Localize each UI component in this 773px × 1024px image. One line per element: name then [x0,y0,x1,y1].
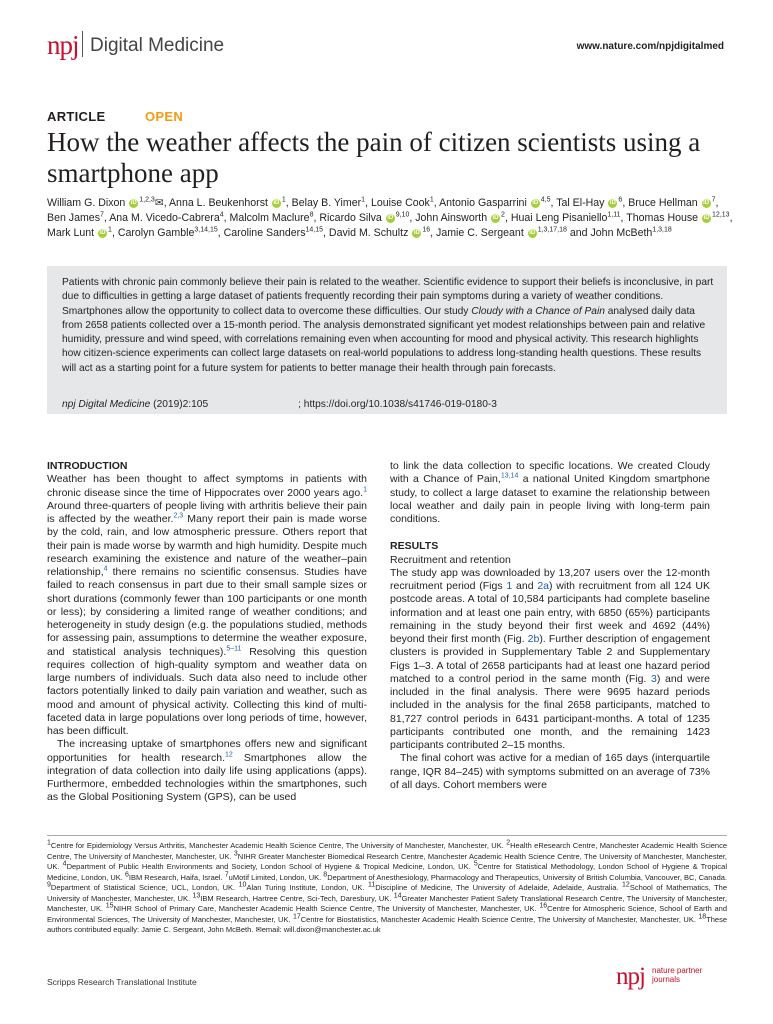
orcid-icon[interactable]: iD [532,199,539,206]
orcid-icon[interactable]: iD [413,230,420,237]
orcid-icon[interactable]: iD [703,199,710,206]
intro-paragraph-2: The increasing uptake of smartphones offers new and significant opportunities for health research.$^{12}$ Smartphones allow the integration of data collection into daily life using applications (apps). Furthermore, embedded technologies within the smartphones, such as the Global Positioning System (GPS), can be used [47,738,367,804]
article-type-label: ARTICLE [47,109,106,124]
journal-url-link[interactable]: www.nature.com/npjdigitalmed [576,41,724,52]
orcid-icon[interactable]: iD [492,214,499,221]
orcid-icon[interactable]: iD [703,214,710,221]
section-heading-results: RESULTS [390,540,439,553]
author-list: William G. Dixon iD $^{1,2,3}$✉, Anna L. Beukenhorst iD $^1$, Belay B. Yimer$^1$, Louise Cook$^1$, Antonio Gasparrini iD $^{4,5}$, Tal El-Hay iD $^6$, Bruce Hellman iD $^7$, Ben James$^7$, Ana M. Vicedo-Cabrera$^4$, Malcolm Maclure$^8$, Ricardo Silva iD $^{9,10}$, John Ainsworth iD $^2$, Huai Leng Pisaniello$^{1,11}$, Thomas House iD $^{12,13}$, Mark Lunt iD $^1$, Carolyn Gamble$^{3,14,15}$, Caroline Sanders$^{14,15}$, David M. Schultz iD $^{16}$, Jamie C. Sergeant iD $^{1,3,17,18}$ and John McBeth$^{1,3,18}$ [47,196,733,240]
right-column [390,460,710,792]
open-access-badge: OPEN [145,109,184,124]
journal-name: Digital Medicine [90,35,225,56]
affiliations-footnote: $^1$Centre for Epidemiology Versus Arthritis, Manchester Academic Health Science Centre, The University of Manchester, Manchester, UK. $^2$Health eResearch Centre, Manchester Academic Health Science Centre, The University of Manchester, Manchester, UK. $^3$NIHR Greater Manchester Biomedical Research Centre, Manchester Academic Health Science Centre, The University of Manchester, Manchester, UK. $^4$Department of Public Health Environments and Society, London School of Hygiene & Tropical Medicine, London, UK. $^5$Centre for Statistical Methodology, London School of Hygiene & Tropical Medicine, London, UK. $^6$IBM Research, Haifa, Israel. $^7$uMotif Limited, London, UK. $^8$Department of Anesthesiology, Pharmacology and Therapeutics, University of British Columbia, Vancouver, BC, Canada. $^9$Department of Statistical Science, UCL, London, UK. $^{10}$Alan Turing Institute, London, UK. $^{11}$Discipline of Medicine, The University of Adelaide, Adelaide, Australia. $^{12}$School of Mathematics, The University of Manchester, Manchester, UK. $^{13}$IBM Research, Hartree Centre, Sci-Tech, Daresbury, UK. $^{14}$Greater Manchester Patient Safety Translational Research Centre, The University of Manchester, Manchester, UK. $^{15}$NIHR School of Primary Care, Manchester Academic Health Science Centre, The University of Manchester, Manchester, UK. $^{16}$Centre for Atmospheric Science, School of Earth and Environmental Sciences, The University of Manchester, Manchester, UK. $^{17}$Centre for Biostatistics, Manchester Academic Health Science Centre, The University of Manchester, Manchester, UK. $^{18}$These authors contributed equally: Jamie C. Sergeant, John McBeth. ✉email: will.dixon@manchester.ac.uk [47,839,728,934]
footnote-divider [47,835,727,836]
abstract-text: Patients with chronic pain commonly believe their pain is related to the weather. Scientific evidence to support their beliefs is inconclusive, in part due to difficulties in getting a large dataset of patients frequently recording their pain symptoms during a variety of weather conditions. Smartphones allow the opportunity to collect data to overcome these difficulties. Our study Cloudy with a Chance of Pain analysed daily data from 2658 patients collected over a 15-month period. The analysis demonstrated significant yet modest relationships between pain and relative humidity, pressure and wind speed, with correlations remaining even when accounting for mood and physical activity. This research highlights how citizen-science experiments can collect large datasets on real-world populations to address long-standing health questions. These results will act as a starting point for a future system for patients to better manage their health through pain forecasts. [62,277,714,374]
header-separator [82,31,83,57]
article-title: How the weather affects the pain of citizen scientists using a smartphone app [47,127,701,188]
intro-paragraph-1: Weather has been thought to affect symptoms in patients with chronic disease since the time of Hippocrates over 2000 years ago.$^1$ Around three-quarters of people living with arthritis believe their pain is affected by the weather.$^{2,3}$ Many report their pain is made worse by the cold, rain, and low atmospheric pressure. Others report that their pain is made worse by warmth and high humidity. Despite much research examining the existence and nature of the weather–pain relationship,$^4$ there remains no scientific consensus. Studies have failed to reach consensus in part due to their small sample sizes or short durations (commonly fewer than 100 participants or one month or less); by considering a limited range of weather conditions; and heterogeneity in study design (e.g. the populations studied, methods for assessing pain, assumptions to determine the weather exposure, and statistical analysis techniques).$^{5-11}$ Resolving this question requires collection of high-quality symptom and weather data on large numbers of individuals. Such data also need to include other factors potentially linked to daily pain variation and weather, such as mood and amount of physical activity. Collecting this kind of multi-faceted data in large populations over long periods of time, however, has been difficult. [47,473,367,737]
publisher-name: Scripps Research Translational Institute [47,977,197,987]
intro-paragraph-3: to link the data collection to specific locations. We created Cloudy with a Chance of Pain,$^{13,14}$ a national United Kingdom smartphone study, to collect a large dataset to examine the relationship between local weather and daily pain in people living with long-term pain conditions. [390,460,711,525]
results-paragraph-2: The final cohort was active for a median of 165 days (interquartile range, IQR 84–245) with symptoms submitted on an average of 73% of all days. Cohort members were [390,752,710,791]
orcid-icon[interactable]: iD [529,230,536,237]
npj-footer-logo: npj [616,963,645,990]
citation-line: npj Digital Medicine (2019)2:105 ; https://doi.org/10.1038/s41746-019-0180-3 [62,399,497,410]
npj-logo: npj [47,30,79,60]
orcid-icon[interactable]: iD [130,199,137,206]
results-paragraph-1: The study app was downloaded by 13,207 users over the 12-month recruitment period (Figs 1 and 2a) with recruitment from all 124 UK postcode areas. A total of 10,584 participants had complete baseline information and at least one pain entry, with 6850 (65%) participants remaining in the study beyond their first week and 4692 (44%) beyond their first month (Fig. 2b). Further description of engagement clusters is provided in Supplementary Table 2 and Supplementary Figs 1–3. A total of 2658 participants had at least one hazard period matched to a control period in the same month (Fig. 3) and were included in the final analysis. There were 9695 hazard periods included in the analysis for the final 2658 participants, matched to 81,727 control periods in 6431 participant-months. A total of 1235 participants contributed one month, and the remaining 1423 participants contributed 2–15 months. [390,566,711,751]
left-column [47,460,367,805]
orcid-icon[interactable]: iD [609,199,616,206]
subsection-heading-recruitment: Recruitment and retention [390,553,511,566]
study-name: Cloudy with a Chance of Pain [471,305,605,317]
orcid-icon[interactable]: iD [99,230,106,237]
orcid-icon[interactable]: iD [387,214,394,221]
nature-partner-journals-text: nature partner journals [652,966,703,984]
section-heading-introduction: INTRODUCTION [47,460,128,472]
doi-link[interactable]: ; https://doi.org/10.1038/s41746-019-0180-3 [298,399,497,410]
orcid-icon[interactable]: iD [273,199,280,206]
